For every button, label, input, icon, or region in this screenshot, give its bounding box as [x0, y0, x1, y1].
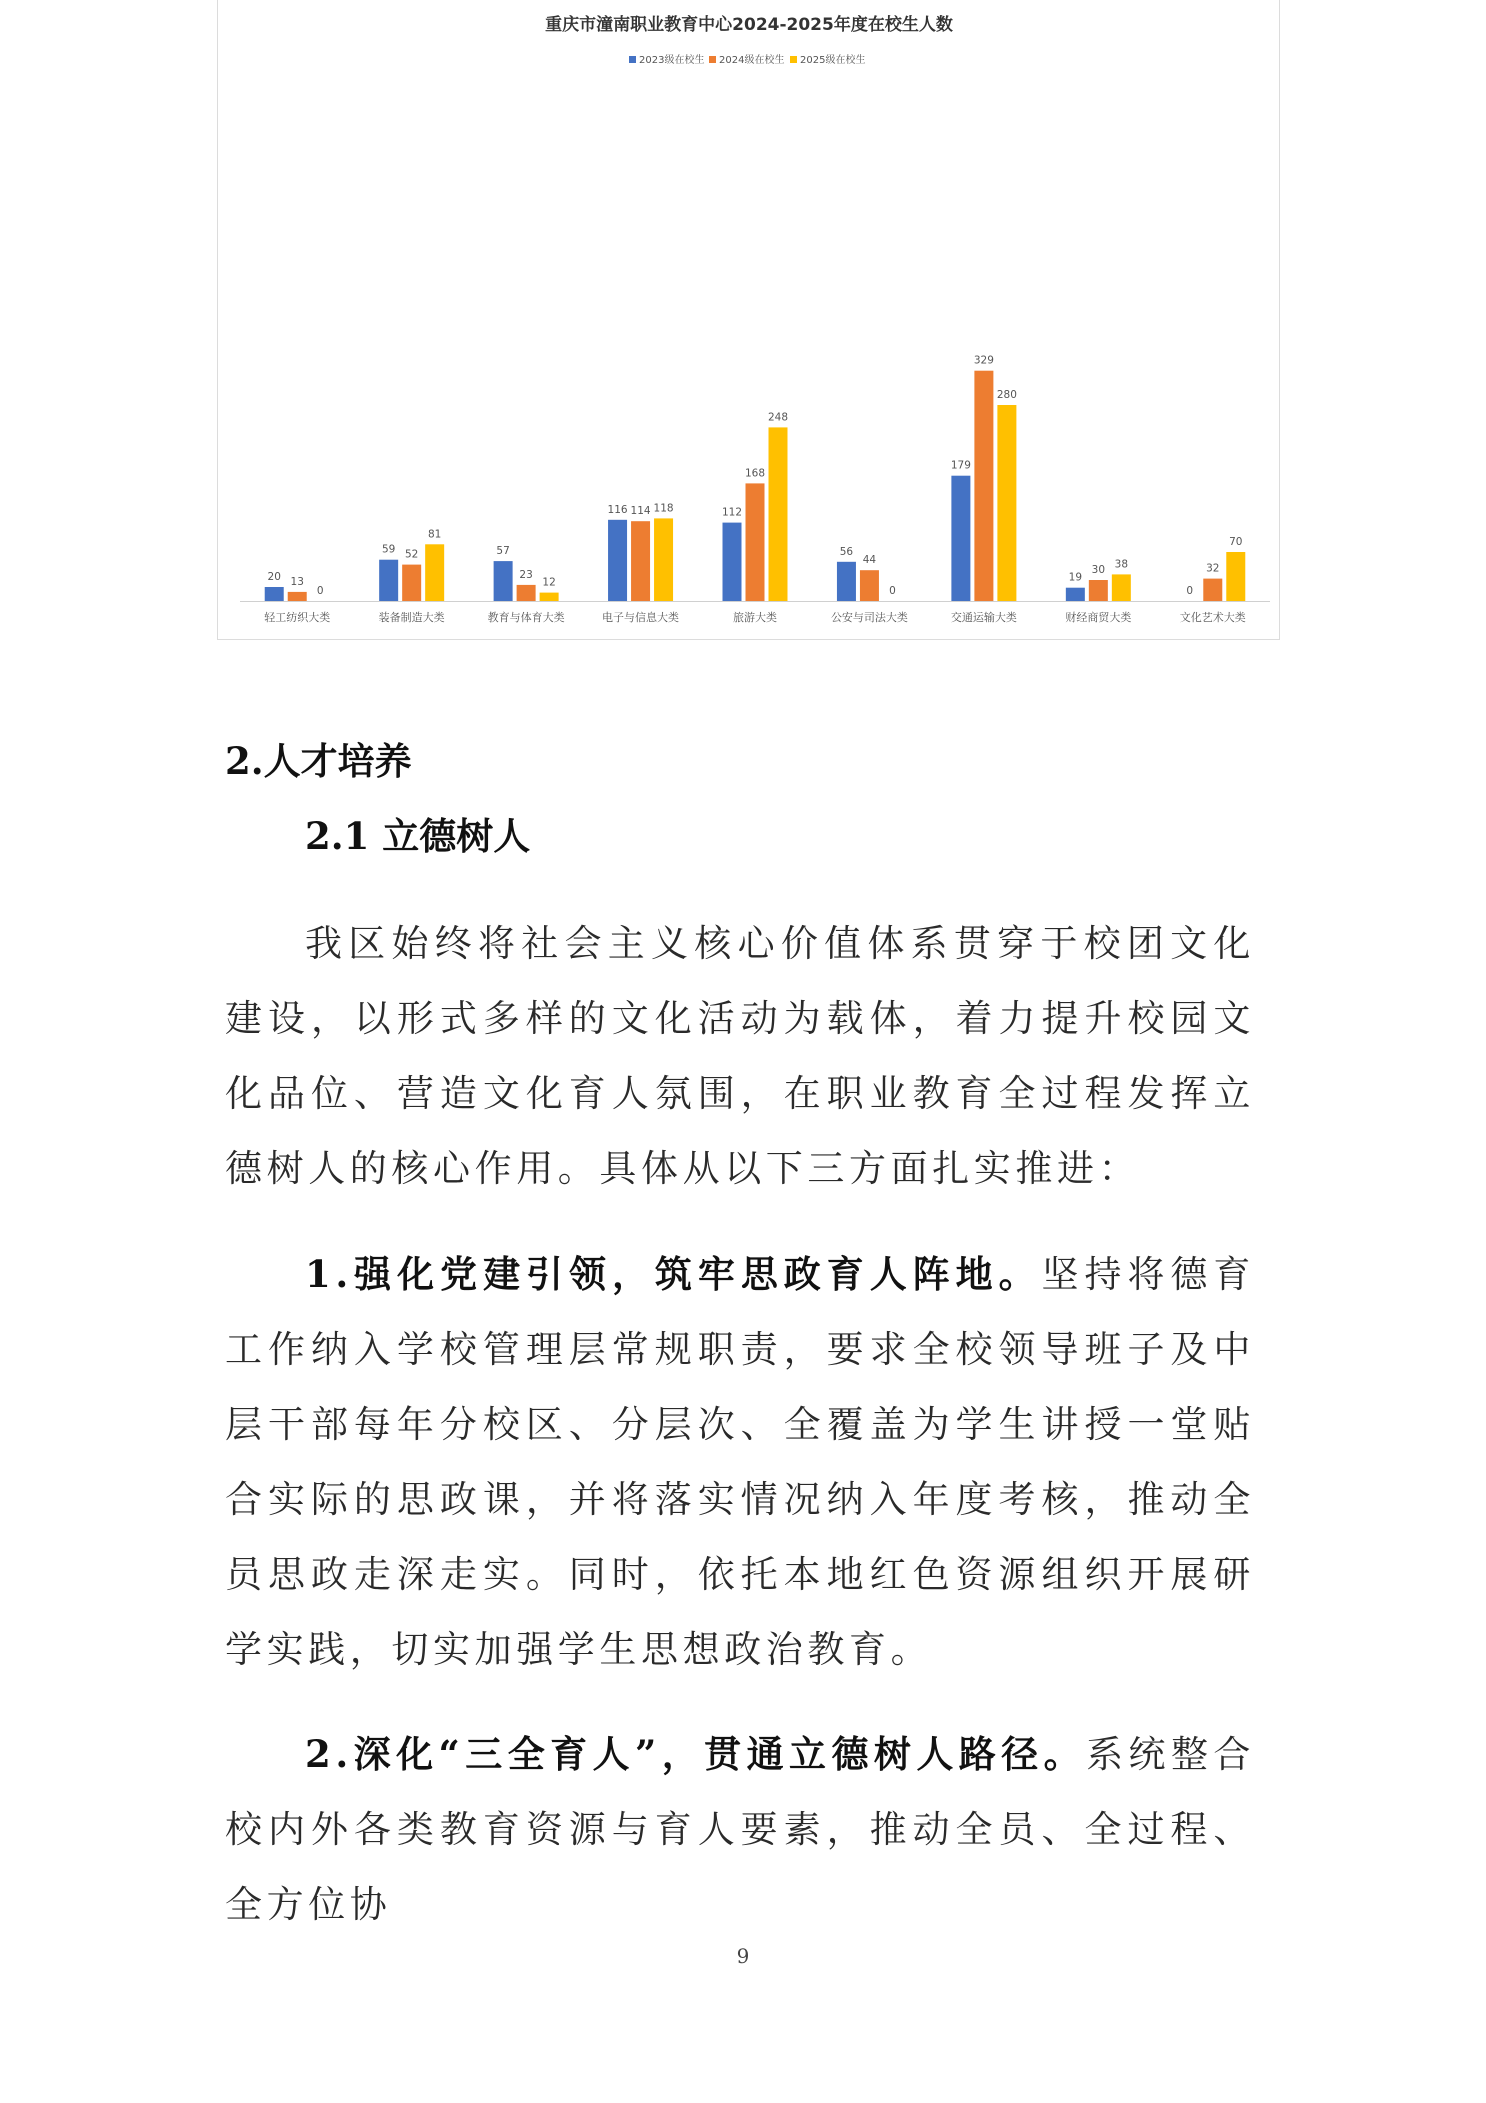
bar-value-label: 280 [996, 389, 1017, 401]
bar-value-label: 118 [653, 502, 674, 515]
x-tick-label: 装备制造大类 [378, 611, 445, 624]
legend-swatch [709, 56, 716, 63]
chart-title: 重庆市潼南职业教育中心2024-2025年度在校生人数 [545, 15, 953, 35]
enrollment-chart [217, 0, 1280, 640]
bar-value-label: 70 [1229, 536, 1243, 548]
chart-canvas [218, 0, 1280, 640]
paragraph-body: 我区始终将社会主义核心价值体系贯穿于校团文化建设，以形式多样的文化活动为载体，着力提升校园文化品位、营造文化育人氛围，在职业教育全过程发挥立德树人的核心作用。具体从以下三方面扎实推进： [225, 922, 1255, 1190]
bar-value-label: 179 [950, 459, 971, 472]
paragraph-three-all-education [225, 1717, 1255, 1942]
bar-value-label: 57 [496, 545, 510, 558]
bar [631, 521, 650, 601]
bar [517, 585, 536, 601]
bar-value-label: 0 [316, 585, 324, 597]
bar [265, 587, 284, 601]
paragraph-body: 坚持将德育工作纳入学校管理层常规职责，要求全校领导班子及中层干部每年分校区、分层次、全覆盖为学生讲授一堂贴合实际的思政课，并将落实情况纳入年度考核，推动全员思政走深走实。同时，依托本地红色资源组织开展研学实践，切实加强学生思想政治教育。 [225, 1253, 1255, 1671]
paragraph-body: 系统整合校内外各类教育资源与育人要素，推动全员、全过程、全方位协 [225, 1733, 1255, 1926]
bar-value-label: 0 [1186, 585, 1194, 597]
bar-value-label: 38 [1114, 558, 1129, 571]
bar [746, 483, 765, 601]
bar [1112, 574, 1131, 601]
bar [1089, 580, 1108, 601]
section-heading: 2.人才培养 [225, 739, 412, 783]
bar [974, 371, 993, 601]
x-tick-label: 交通运输大类 [950, 611, 1017, 624]
bar [860, 570, 879, 601]
x-tick-label: 电子与信息大类 [602, 611, 680, 624]
bar-value-label: 23 [519, 568, 533, 581]
bar [654, 518, 673, 601]
legend-label: 2023级在校生 [639, 55, 705, 66]
bar-value-label: 81 [427, 528, 442, 541]
legend-swatch [629, 56, 636, 63]
bar [723, 523, 742, 601]
bar-value-label: 112 [721, 506, 743, 519]
subsection-heading: 2.1 立德树人 [305, 814, 531, 858]
bar-value-label: 52 [404, 548, 419, 561]
legend-label: 2024级在校生 [719, 55, 785, 66]
bar-value-label: 32 [1206, 562, 1220, 575]
bar [379, 560, 398, 601]
legend-swatch [790, 56, 797, 63]
bar-value-label: 19 [1068, 571, 1083, 584]
bar-value-label: 59 [381, 543, 396, 556]
legend-label: 2025级在校生 [800, 55, 866, 66]
x-tick-label: 教育与体育大类 [487, 611, 565, 624]
bar [402, 565, 421, 601]
bar-value-label: 116 [607, 503, 628, 516]
bar-value-label: 44 [862, 554, 877, 567]
bar [494, 561, 513, 601]
bar-value-label: 12 [542, 576, 556, 589]
bar [425, 544, 444, 601]
page-number: 9 [736, 1944, 750, 1968]
paragraph-lead: 1.强化党建引领，筑牢思政育人阵地。 [305, 1252, 1042, 1296]
paragraph-intro [225, 906, 1255, 1206]
bar-value-label: 329 [973, 354, 994, 367]
bar [288, 592, 307, 601]
x-tick-label: 文化艺术大类 [1179, 611, 1246, 624]
bar [837, 562, 856, 601]
x-tick-label: 轻工纺织大类 [264, 611, 331, 624]
bar-value-label: 13 [290, 575, 304, 588]
bar-value-label: 168 [744, 467, 766, 480]
bar [608, 520, 627, 601]
bar-value-label: 56 [839, 545, 854, 558]
x-tick-label: 公安与司法大类 [830, 611, 908, 624]
bar [997, 405, 1016, 601]
paragraph-lead: 2.深化“三全育人”，贯通立德树人路径。 [305, 1732, 1087, 1776]
paragraph-party-building [225, 1237, 1255, 1687]
bar-value-label: 30 [1091, 564, 1106, 576]
bar-value-label: 248 [767, 411, 789, 424]
bar-value-label: 20 [267, 571, 281, 583]
bar [1066, 588, 1085, 601]
bar [1226, 552, 1245, 601]
bar-value-label: 114 [630, 505, 651, 518]
bar [769, 427, 788, 601]
bar [540, 593, 559, 601]
x-tick-label: 财经商贸大类 [1065, 611, 1132, 624]
x-tick-label: 旅游大类 [733, 611, 777, 624]
bar [1203, 579, 1222, 601]
bar [951, 476, 970, 601]
bar-value-label: 0 [889, 585, 896, 597]
